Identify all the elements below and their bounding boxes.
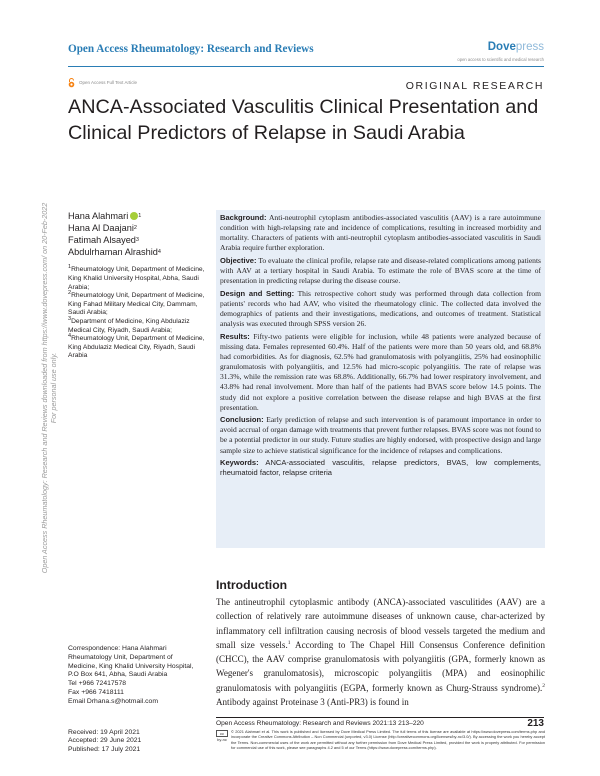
affiliation	[68, 266, 208, 292]
abstract-text: Anti-neutrophil cytoplasm antibodies-associated vasculitis (AAV) is a rare autoimmune condition with high-relapsing rate and incidence of complications, resulting in increased morbidity and mortality. Characters of patients with anti-neutrophil cytoplasm antibodies-associated vasculitis in Saudi Arabia require further exploration.	[220, 213, 541, 253]
abstract-text: This retrospective cohort study was performed through data collection from patients' records who had AAV, who visited the rheumatology clinic. The collected data involved the demographics of patients and their investigations, medications, and outcomes of treatment. Statistical analysis was executed through SPSS version 26.	[220, 288, 541, 329]
affiliation-text: Rheumatology Unit, Department of Medicine, King Fahad Military Medical City, Dammam, Saudi Arabia;	[68, 292, 205, 317]
open-access-text: Open Access Full Text Article	[79, 80, 137, 85]
correspondence-line: Correspondence: Hana Alahmari	[68, 645, 167, 652]
author: Fatimah Alsayed 3	[68, 235, 139, 246]
side-note-line2: For personal use only.	[49, 352, 58, 424]
abstract-results	[220, 332, 541, 413]
correspondence-line: Fax +966 7418111	[68, 688, 124, 696]
affiliation	[68, 289, 208, 318]
abstract-label: Conclusion:	[220, 415, 264, 425]
orcid-icon[interactable]	[130, 212, 138, 220]
article-type: ORIGINAL RESEARCH	[405, 80, 544, 92]
abstract-objective	[220, 256, 541, 286]
correspondence-email[interactable]: Email Drhana.s@hotmail.com	[68, 697, 159, 705]
page-title: ANCA-Associated Vasculitis Clinical Presentation and Clinical Predictors of Relapse in Saudi Arabia	[68, 96, 539, 144]
abstract-box	[216, 210, 545, 548]
affiliations	[68, 266, 208, 361]
side-download-note	[30, 128, 58, 648]
affiliation-text: Rheumatology Unit, Department of Medicine, King Khalid University Hospital, Abha, Saudi Arabia;	[68, 266, 205, 291]
journal-title: Open Access Rheumatology: Research and Reviews	[68, 43, 314, 55]
intro-body	[216, 595, 545, 709]
intro-text: Antibody against Proteinase 3 (Anti-PR3) is found in	[216, 697, 409, 708]
date-accepted: Accepted: 29 June 2021	[68, 737, 142, 745]
date-received: Received: 19 April 2021	[68, 729, 140, 736]
affiliation-sup: 2	[68, 289, 72, 296]
intro-paragraph	[216, 595, 545, 709]
correspondence-line: Tel +966 72417578	[68, 680, 127, 688]
intro-text: The antineutrophil cytoplasmic antibody (ANCA)-associated vasculitides (AAV) are a collection of relatively rare autoimmune diseases of unknown cause, char-acterized by inflammatory cell infiltration causing necrosis of blood vessels targeted the medium and small size vessels.	[216, 597, 545, 650]
abstract-label: Objective:	[220, 255, 257, 265]
article-dates	[68, 729, 141, 754]
correspondence-line: Medicine, King Khalid University Hospital,	[68, 662, 194, 670]
correspondence	[68, 645, 228, 707]
open-access-icon	[68, 78, 75, 87]
author-name: Hana Alahmari	[68, 211, 129, 221]
citation-ref[interactable]: 2	[542, 682, 545, 689]
affiliation-text: Rheumatology Unit, Department of Medicine, King Abdulaziz Medical City, Riyadh, Saudi Arabia	[68, 335, 205, 360]
intro-text: According to The Chapel Hill Consensus Conference definition (CHCC), the AAV comprise granulomatosis with polyangiitis (GPA, formerly known as Wegener's granulomatosis), microscopic polyangiitis (MPA) and eosinophilic granulomatosis with polyangiitis (EGPA, formerly known as Churg-Strauss syndrome).	[216, 639, 545, 693]
abstract-design	[220, 289, 541, 330]
author: Abdulrhaman Alrashid 4	[68, 247, 161, 258]
intro-heading: Introduction	[216, 578, 288, 592]
cc-license-icon[interactable]: cc by-nc	[217, 731, 227, 742]
abstract-text: Early prediction of relapse and such intervention is of paramount importance in order to avoid accrual of organ damage with treatments that prevent further relapses. BVAS score was not found to be a potential predictor in our study. Future studies are highly endorsed, with prospective design and large sample size to achieve statistical significance for the incidence of relapses and complications.	[220, 415, 541, 455]
abstract-label: Keywords:	[220, 458, 259, 468]
abstract-text: To evaluate the clinical profile, relapse rate and disease-related complications among patients with AAV at a tertiary hospital in Saudi Arabia. To estimate the role of BVAS score at the time of presentation in predicting relapse during the disease course.	[220, 255, 541, 286]
footer-rule	[216, 717, 544, 718]
citation-ref[interactable]: 1	[287, 639, 291, 646]
affiliation	[68, 332, 208, 361]
date-published: Published: 17 July 2021	[68, 745, 141, 753]
side-note-line1: Open Access Rheumatology: Research and Reviews downloaded from https://www.dovepress.com/ on 20-Feb-2022	[40, 202, 49, 574]
affiliation	[68, 315, 208, 335]
open-access-label	[68, 78, 137, 87]
affiliation-sup: 1	[68, 264, 72, 271]
affiliation-sup: 4	[68, 332, 72, 339]
abstract-text: Fifty-two patients were eligible for inclusion, while 48 patients were analyzed because of missing data. Females represented 60.4%. Half of the patients were more than 50 years old, and 68.8% had comorbidities. As for diagnosis, 62.5% had granulomatosis with polyangiitis, 25% had eosinophilic granulomatosis with polyangiitis, and 12.5% had micro-scopic polyangiitis. The rate of relapse was 31.3%, while the remission rate was 68.8%. Additionally, 66.7% had lower respiratory involvement, and 43.8% had renal involvement. More than half of the patients had BVAS score below 14.5 points. The study did not explore a positive correlation between the disease relapse and high BVAS at the first presentation.	[220, 331, 542, 412]
author-block	[68, 210, 208, 361]
keywords-text: ANCA-associated vasculitis, relapse predictors, BVAS, low complements, rheumatoid factor, relapse criteria	[220, 458, 541, 478]
abstract-label: Background:	[220, 213, 267, 222]
abstract-background	[220, 213, 541, 254]
affiliation-sup: 3	[68, 315, 72, 322]
author-name: Hana Al Daajani	[68, 223, 134, 234]
abstract-keywords	[220, 458, 541, 478]
publisher-tagline: open access to scientific and medical research	[457, 57, 544, 62]
page-number: 213	[527, 718, 544, 729]
abstract-label: Results:	[220, 331, 250, 341]
header-rule	[68, 66, 544, 67]
brand-bold: Dove	[487, 41, 516, 53]
brand-light: press	[515, 41, 544, 53]
abstract-conclusion	[220, 415, 541, 456]
correspondence-line: P.O Box 641, Abha, Saudi Arabia	[68, 671, 168, 679]
author: Hana Alahmari 1	[68, 211, 142, 221]
abstract-label: Design and Setting:	[220, 288, 295, 298]
affiliation-text: Department of Medicine, King Abdulaziz Medical City, Riyadh, Saudi Arabia;	[68, 317, 190, 334]
author-name: Abdulrhaman Alrashid	[68, 247, 158, 258]
author-name: Fatimah Alsayed	[68, 235, 136, 246]
publisher-logo	[488, 41, 544, 53]
correspondence-line: Rheumatology Unit, Department of	[68, 653, 173, 661]
footer-citation: Open Access Rheumatology: Research and Reviews 2021:13 213–220	[216, 720, 424, 727]
author: Hana Al Daajani 2	[68, 223, 137, 234]
license-text: © 2021 Alahmari et al. This work is published and licensed by Dove Medical Press Limited. The full terms of this license are available at https://www.dovepress.com/terms.php and incorporate the Creative Commons Attribution – Non Commercial (unported, v3.0) License (http://creativecommons.org/licenses/by-nc/3.0/). By accessing the work you hereby accept the Terms. Non-commercial uses of the work are permitted without any further permission from Dove Medical Press Limited, provided the work is properly attributed. For permission for commercial use of this work, please see paragraphs 4.2 and 5 of our Terms (https://www.dovepress.com/terms.php).	[231, 729, 545, 750]
